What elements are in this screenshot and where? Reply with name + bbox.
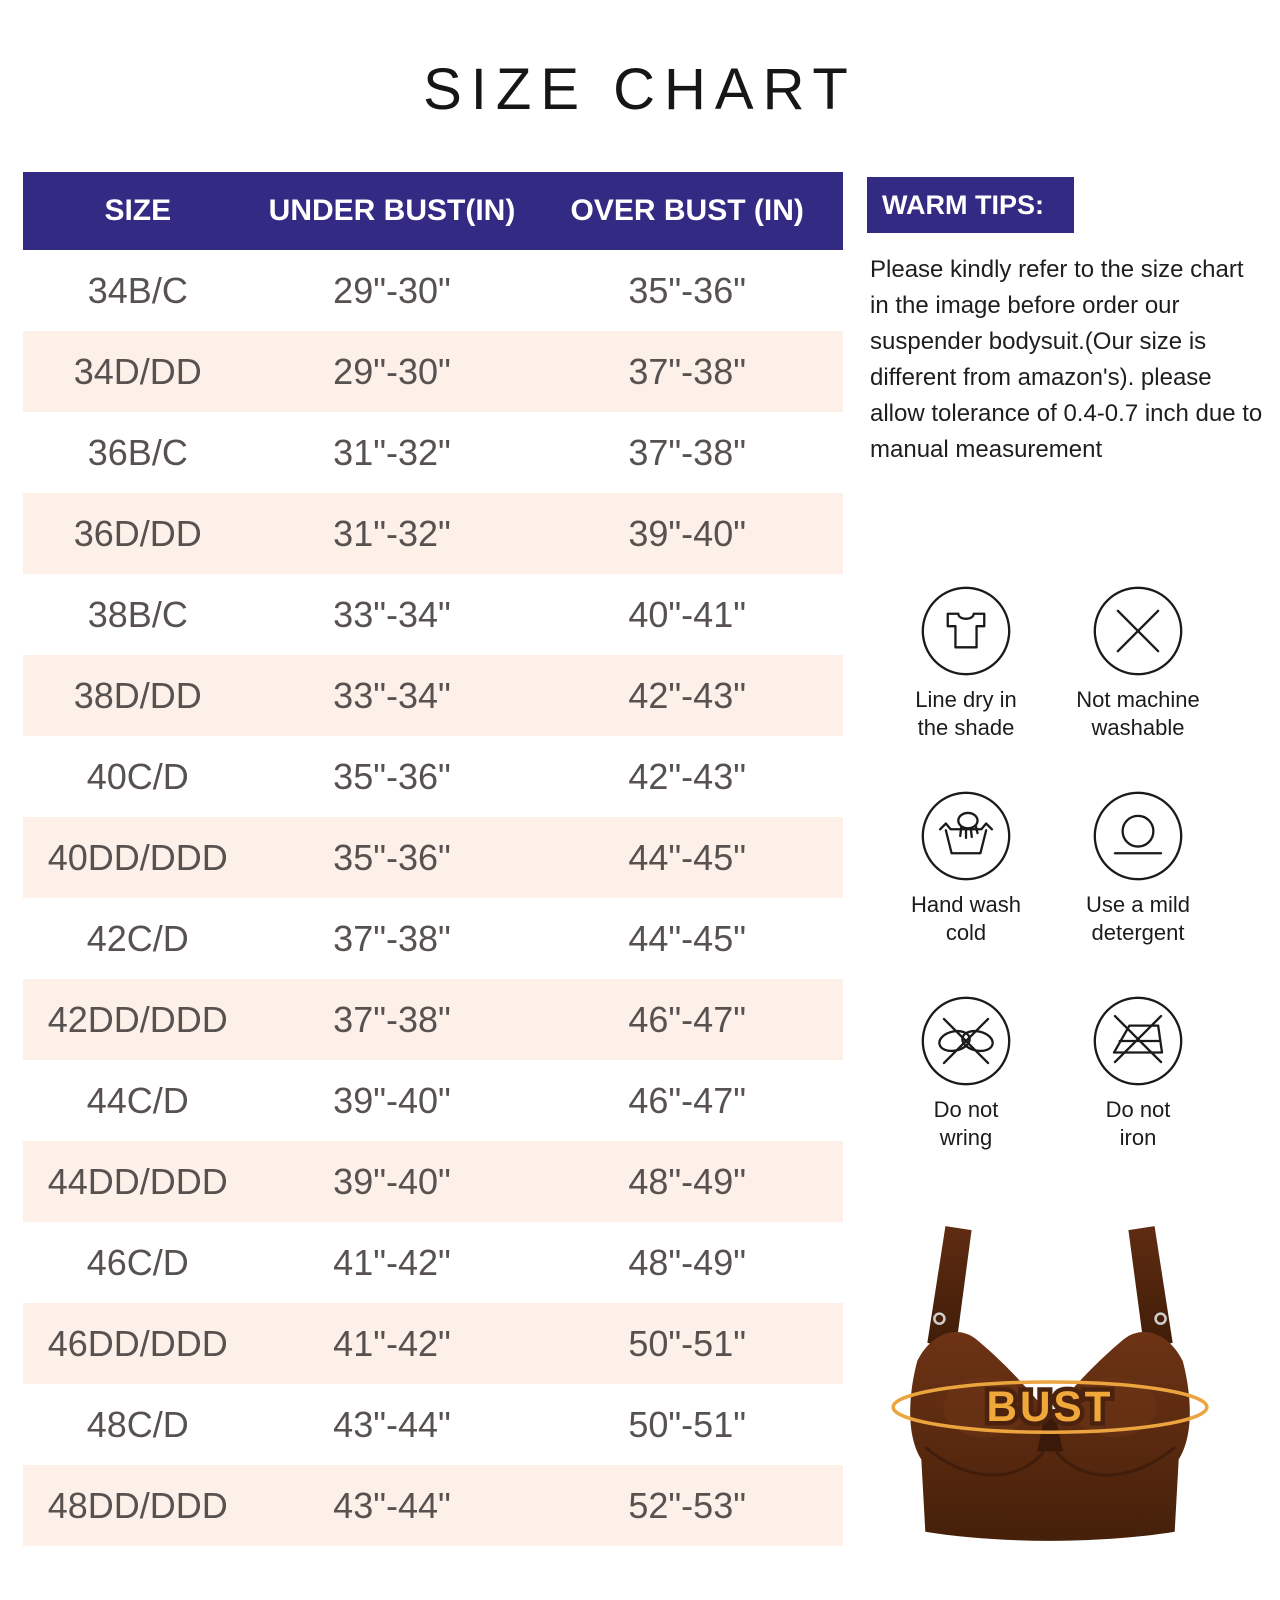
table-row — [23, 1465, 843, 1546]
care-icons-grid — [880, 583, 1224, 1152]
care-label: Do not iron — [1105, 1097, 1171, 1150]
cell-over-bust: 48"-49" — [628, 1241, 746, 1283]
size-table — [23, 172, 843, 1546]
cell-over-bust: 35"-36" — [628, 269, 746, 311]
cell-under-bust: 29"-30" — [333, 350, 451, 392]
cell-under-bust: 31"-32" — [333, 512, 451, 554]
cell-size: 48DD/DDD — [47, 1484, 228, 1526]
table-row — [23, 1060, 843, 1141]
header-over-bust: OVER BUST (IN) — [570, 194, 804, 227]
bra-figure — [878, 1198, 1222, 1570]
care-item-line-dry — [880, 583, 1052, 742]
cell-over-bust: 37"-38" — [628, 350, 746, 392]
care-item-mild-detergent — [1052, 788, 1224, 947]
cell-size: 36D/DD — [73, 512, 202, 554]
cell-under-bust: 39"-40" — [333, 1160, 451, 1202]
cell-under-bust: 33"-34" — [333, 593, 451, 635]
care-item-do-not-iron — [1052, 993, 1224, 1152]
table-row — [23, 979, 843, 1060]
cell-over-bust: 50"-51" — [628, 1322, 746, 1364]
care-label: Line dry in the shade — [915, 687, 1017, 740]
cell-over-bust: 39"-40" — [628, 512, 746, 554]
right-strap — [1128, 1226, 1172, 1351]
cell-size: 38D/DD — [73, 674, 202, 716]
cell-size: 34B/C — [87, 269, 188, 311]
cell-over-bust: 37"-38" — [628, 431, 746, 473]
do-not-wring-icon — [918, 993, 1014, 1089]
care-label: Hand wash cold — [910, 892, 1022, 945]
header-size: SIZE — [104, 194, 172, 227]
warm-tips-body: Please kindly refer to the size chart in the image before order our suspender bodysuit.(Our size is different from amazon's). please allow tolerance of 0.4-0.7 inch due to manual measurement — [870, 256, 1263, 463]
care-item-hand-wash — [880, 788, 1052, 947]
table-row — [23, 331, 843, 412]
cell-over-bust: 40"-41" — [628, 593, 746, 635]
cell-under-bust: 33"-34" — [333, 674, 451, 716]
cell-over-bust: 44"-45" — [628, 917, 746, 959]
cell-size: 34D/DD — [73, 350, 202, 392]
cell-size: 44C/D — [86, 1079, 189, 1121]
cell-over-bust: 44"-45" — [628, 836, 746, 878]
cell-under-bust: 39"-40" — [333, 1079, 451, 1121]
cell-size: 42DD/DDD — [47, 998, 228, 1040]
cell-under-bust: 35"-36" — [333, 836, 451, 878]
cell-over-bust: 46"-47" — [628, 998, 746, 1040]
care-label: Do not wring — [933, 1097, 999, 1150]
cell-under-bust: 37"-38" — [333, 998, 451, 1040]
header-under-bust: UNDER BUST(IN) — [268, 194, 516, 227]
table-row — [23, 493, 843, 574]
care-item-do-not-wring — [880, 993, 1052, 1152]
care-label: Use a mild detergent — [1086, 892, 1190, 945]
cell-under-bust: 35"-36" — [333, 755, 451, 797]
cell-over-bust: 48"-49" — [628, 1160, 746, 1202]
cell-under-bust: 41"-42" — [333, 1241, 451, 1283]
cell-size: 36B/C — [87, 431, 188, 473]
cell-under-bust: 37"-38" — [333, 917, 451, 959]
cell-size: 46C/D — [86, 1241, 189, 1283]
cell-size: 48C/D — [86, 1403, 189, 1445]
table-row — [23, 898, 843, 979]
table-row — [23, 1222, 843, 1303]
cell-over-bust: 42"-43" — [628, 755, 746, 797]
cell-under-bust: 43"-44" — [333, 1484, 451, 1526]
table-row — [23, 412, 843, 493]
cell-size: 40DD/DDD — [47, 836, 228, 878]
table-row — [23, 1141, 843, 1222]
table-row — [23, 1303, 843, 1384]
cell-size: 46DD/DDD — [47, 1322, 228, 1364]
bra-illustration — [878, 1198, 1222, 1570]
cell-under-bust: 31"-32" — [333, 431, 451, 473]
cell-under-bust: 41"-42" — [333, 1322, 451, 1364]
size-table-header — [23, 172, 843, 250]
cell-under-bust: 43"-44" — [333, 1403, 451, 1445]
cell-size: 40C/D — [86, 755, 189, 797]
not-machine-washable-icon — [1090, 583, 1186, 679]
mild-detergent-icon — [1090, 788, 1186, 884]
hand-wash-icon — [918, 788, 1014, 884]
care-item-no-machine-wash — [1052, 583, 1224, 742]
cell-over-bust: 50"-51" — [628, 1403, 746, 1445]
table-row — [23, 1384, 843, 1465]
cell-over-bust: 46"-47" — [628, 1079, 746, 1121]
line-dry-icon — [918, 583, 1014, 679]
cell-size: 44DD/DDD — [47, 1160, 228, 1202]
table-row — [23, 817, 843, 898]
table-row — [23, 574, 843, 655]
cell-under-bust: 29"-30" — [333, 269, 451, 311]
cell-size: 42C/D — [86, 917, 189, 959]
table-row — [23, 250, 843, 331]
cell-over-bust: 42"-43" — [628, 674, 746, 716]
left-strap — [927, 1226, 971, 1351]
table-row — [23, 655, 843, 736]
cell-size: 38B/C — [87, 593, 188, 635]
size-table-body — [23, 250, 843, 1546]
cell-over-bust: 52"-53" — [628, 1484, 746, 1526]
bust-label: BUST — [986, 1383, 1114, 1431]
table-row — [23, 736, 843, 817]
do-not-iron-icon — [1090, 993, 1186, 1089]
care-label: Not machine washable — [1076, 687, 1200, 740]
warm-tips-heading: WARM TIPS: — [867, 177, 1074, 233]
page-title: SIZE CHART — [423, 57, 857, 122]
